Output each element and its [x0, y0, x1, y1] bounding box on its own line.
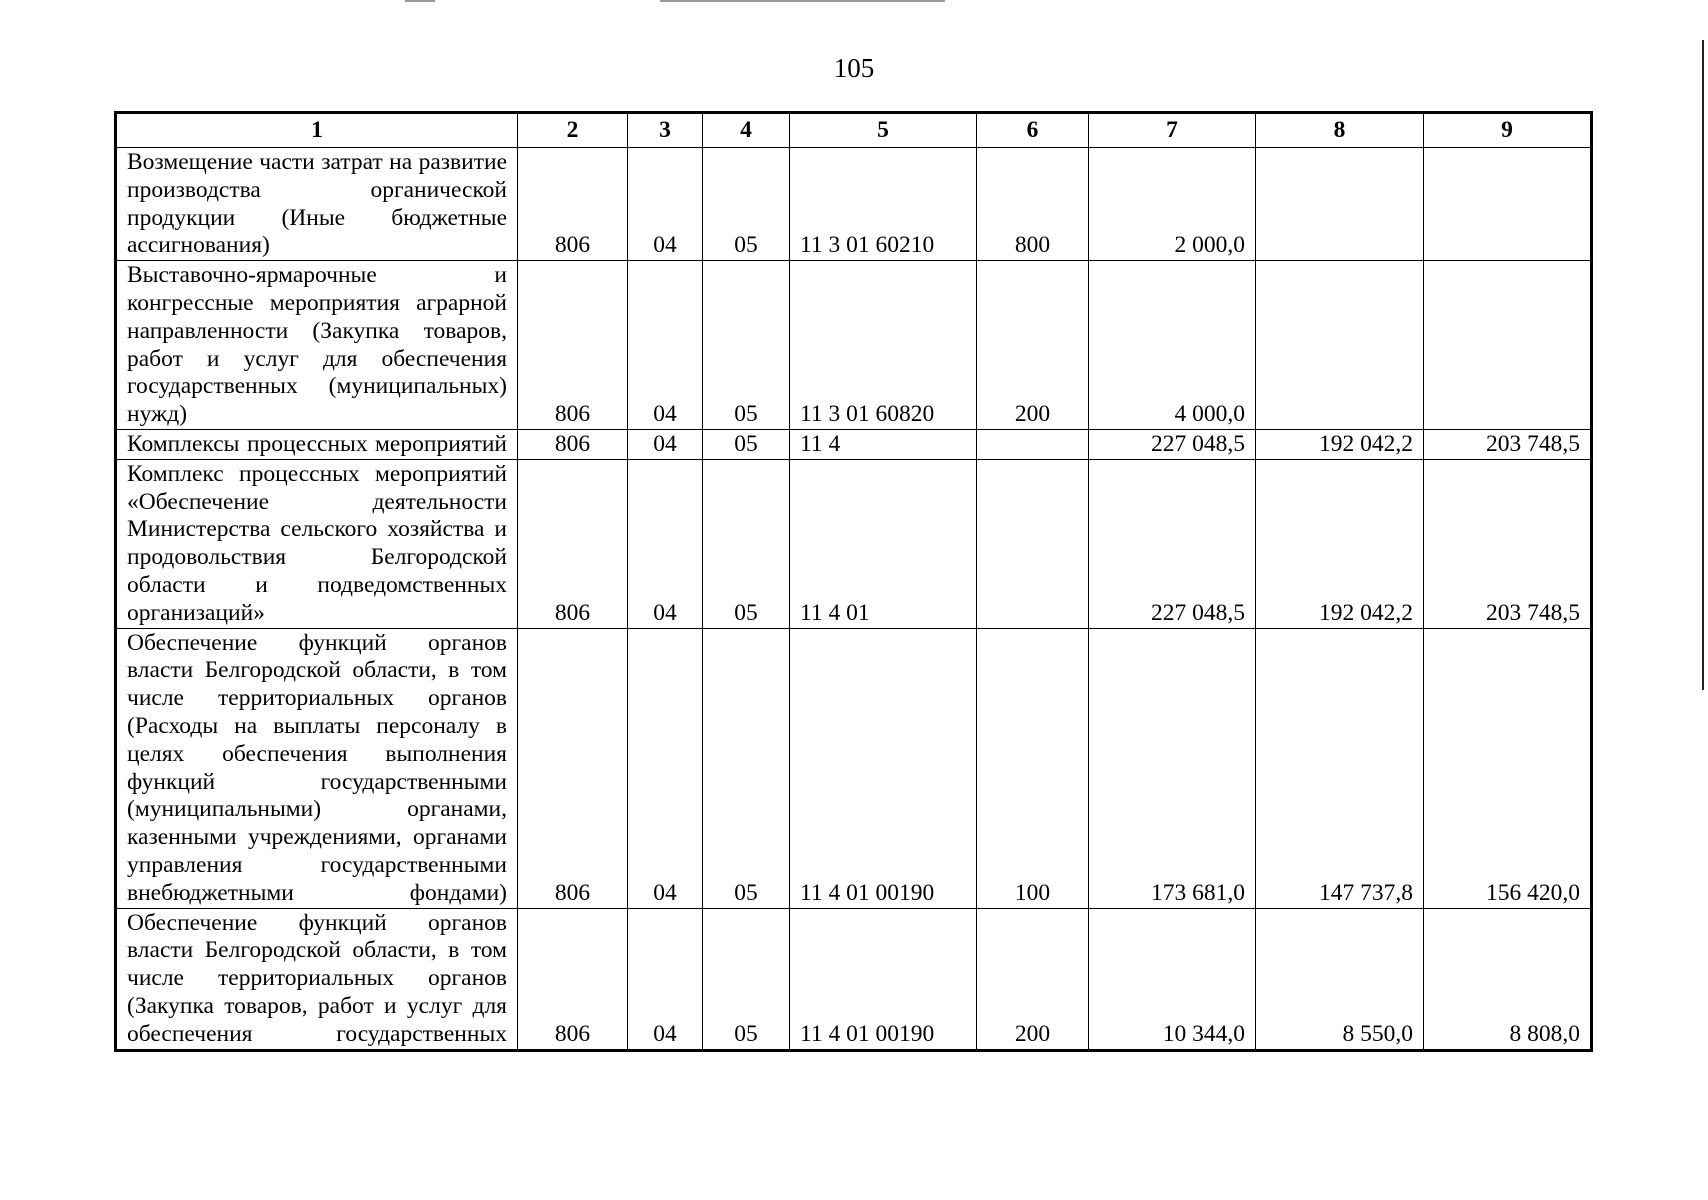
table-cell: 2 000,0	[1089, 148, 1256, 261]
column-header: 8	[1256, 113, 1424, 148]
table-cell: 173 681,0	[1089, 628, 1256, 908]
table-cell: 806	[518, 261, 628, 430]
budget-table	[114, 111, 1593, 1052]
table-row	[116, 429, 1592, 459]
table-cell: 05	[703, 261, 790, 430]
table-cell: 04	[628, 261, 703, 430]
table-cell	[1256, 261, 1424, 430]
column-header: 6	[977, 113, 1089, 148]
table-cell: 05	[703, 459, 790, 628]
table-cell: 11 4 01	[790, 459, 977, 628]
scan-artifact-top	[660, 0, 945, 2]
table-cell: 192 042,2	[1256, 459, 1424, 628]
table-row	[116, 628, 1592, 908]
column-header: 1	[116, 113, 518, 148]
table-cell: 227 048,5	[1089, 459, 1256, 628]
table-cell: 04	[628, 628, 703, 908]
table-cell: 10 344,0	[1089, 908, 1256, 1050]
row-name-cell: Возмещение части затрат на развитие производства органической продукции (Иные бюджетные ассигнования)	[116, 148, 518, 261]
table-row	[116, 148, 1592, 261]
table-cell: 11 4 01 00190	[790, 628, 977, 908]
table-cell: 800	[977, 148, 1089, 261]
table-cell: 227 048,5	[1089, 429, 1256, 459]
column-header: 2	[518, 113, 628, 148]
table-cell: 200	[977, 261, 1089, 430]
table-row	[116, 261, 1592, 430]
table-cell	[977, 429, 1089, 459]
row-name-cell: Комплекс процессных мероприятий «Обеспечение деятельности Министерства сельского хозяйства и продовольствия Белгородской области и подведомственных организаций»	[116, 459, 518, 628]
table-cell: 05	[703, 628, 790, 908]
table-cell: 04	[628, 459, 703, 628]
column-header: 3	[628, 113, 703, 148]
table-cell: 806	[518, 908, 628, 1050]
scan-artifact-top	[405, 0, 435, 2]
row-name-cell: Обеспечение функций органов власти Белгородской области, в том числе территориальных органов (Закупка товаров, работ и услуг для обеспечения государственных	[116, 908, 518, 1050]
table-cell: 4 000,0	[1089, 261, 1256, 430]
table-cell: 203 748,5	[1424, 429, 1592, 459]
table-cell	[1256, 148, 1424, 261]
table-cell: 8 550,0	[1256, 908, 1424, 1050]
table-row	[116, 908, 1592, 1050]
column-header: 5	[790, 113, 977, 148]
table-cell: 806	[518, 429, 628, 459]
column-header: 9	[1424, 113, 1592, 148]
table-cell: 11 3 01 60210	[790, 148, 977, 261]
table-cell: 05	[703, 429, 790, 459]
row-name-cell: Выставочно-ярмарочные и конгрессные мероприятия аграрной направленности (Закупка товаров, работ и услуг для обеспечения государственных (муниципальных) нужд)	[116, 261, 518, 430]
table-cell: 192 042,2	[1256, 429, 1424, 459]
table-cell: 8 808,0	[1424, 908, 1592, 1050]
table-cell: 200	[977, 908, 1089, 1050]
table-cell: 11 4 01 00190	[790, 908, 977, 1050]
column-header: 4	[703, 113, 790, 148]
row-name-cell: Обеспечение функций органов власти Белгородской области, в том числе территориальных органов (Расходы на выплаты персоналу в целях обеспечения выполнения функций государственными (муниципальными) органами, казенными учреждениями, органами управления государственными внебюджетными фондами)	[116, 628, 518, 908]
table-cell: 806	[518, 628, 628, 908]
table-row	[116, 459, 1592, 628]
table-cell: 806	[518, 459, 628, 628]
table-cell: 05	[703, 908, 790, 1050]
table-cell: 11 3 01 60820	[790, 261, 977, 430]
table-cell: 05	[703, 148, 790, 261]
table-cell: 100	[977, 628, 1089, 908]
table-cell: 806	[518, 148, 628, 261]
row-name-cell: Комплексы процессных мероприятий	[116, 429, 518, 459]
column-header: 7	[1089, 113, 1256, 148]
table-cell: 04	[628, 148, 703, 261]
scan-edge-line	[1702, 40, 1704, 690]
header-row	[116, 113, 1592, 148]
table-cell: 156 420,0	[1424, 628, 1592, 908]
table-cell: 147 737,8	[1256, 628, 1424, 908]
page-number: 105	[833, 53, 875, 83]
table-cell: 04	[628, 429, 703, 459]
table-cell: 04	[628, 908, 703, 1050]
table-cell	[977, 459, 1089, 628]
table-cell	[1424, 261, 1592, 430]
table-cell	[1424, 148, 1592, 261]
table-cell: 203 748,5	[1424, 459, 1592, 628]
table-cell: 11 4	[790, 429, 977, 459]
